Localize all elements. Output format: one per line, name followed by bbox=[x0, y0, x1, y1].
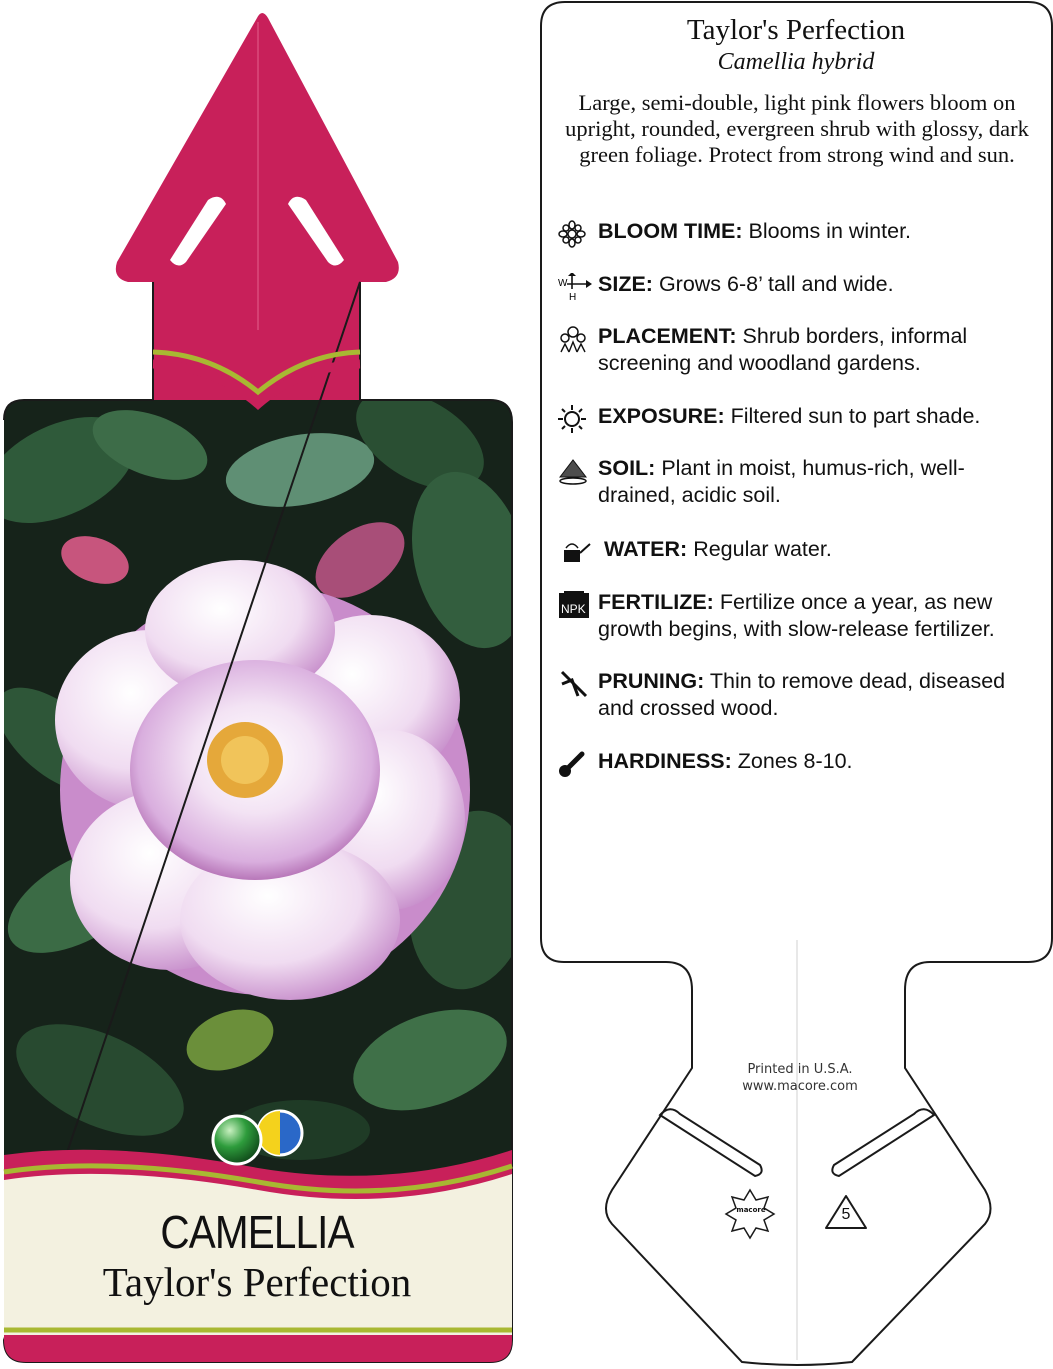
pruners-icon bbox=[558, 670, 592, 698]
svg-text:W: W bbox=[558, 278, 568, 289]
soil-icon bbox=[558, 457, 592, 485]
svg-text:NPK: NPK bbox=[561, 602, 586, 616]
care-exposure: EXPOSURE: Filtered sun to part shade. bbox=[558, 403, 1038, 430]
plant-description: Large, semi-double, light pink flowers bloom on upright, rounded, evergreen shrub with glossy, dark green foliage. Protect from strong wind and sun. bbox=[565, 90, 1029, 167]
cultivar-name: Taylor's Perfection bbox=[102, 1259, 412, 1305]
size-arrows-icon bbox=[558, 273, 592, 301]
back-subtitle: Camellia hybrid bbox=[717, 49, 875, 75]
care-pruning: PRUNING: Thin to remove dead, diseased and crossed wood. bbox=[558, 668, 1038, 722]
svg-text:H: H bbox=[569, 292, 577, 301]
printed-notice: Printed in U.S.A. www.macore.com bbox=[700, 1061, 900, 1095]
care-bloom-time: BLOOM TIME: Blooms in winter. bbox=[558, 218, 1038, 245]
care-soil: SOIL: Plant in moist, humus-rich, well-drained, acidic soil. bbox=[558, 455, 1038, 509]
back-title: Taylor's Perfection bbox=[686, 14, 906, 46]
care-water: WATER: Regular water. bbox=[558, 536, 1038, 563]
fertilizer-icon bbox=[558, 591, 592, 619]
tag-arrow bbox=[116, 13, 399, 360]
website-text: www.macore.com bbox=[742, 1079, 858, 1094]
genus-name: CAMELLIA bbox=[160, 1206, 354, 1258]
sun-icon bbox=[558, 405, 592, 433]
recycle-code: 5 bbox=[841, 1206, 851, 1223]
care-hardiness: HARDINESS: Zones 8-10. bbox=[558, 748, 1038, 775]
camellia-photo bbox=[0, 370, 546, 1190]
care-size: W H SIZE: Grows 6-8’ tall and wide. bbox=[558, 272, 894, 301]
watering-can-icon bbox=[558, 538, 592, 566]
thermometer-icon bbox=[558, 750, 592, 778]
care-placement: PLACEMENT: Shrub borders, informal screening and woodland gardens. bbox=[558, 323, 1038, 377]
flower-icon bbox=[558, 220, 592, 248]
macore-logo-text: macore bbox=[736, 1206, 766, 1214]
garden-icon bbox=[558, 325, 592, 353]
care-fertilize: NPK FERTILIZE: Fertilize once a year, as new growth begins, with slow-release fertilizer. bbox=[558, 589, 1038, 643]
